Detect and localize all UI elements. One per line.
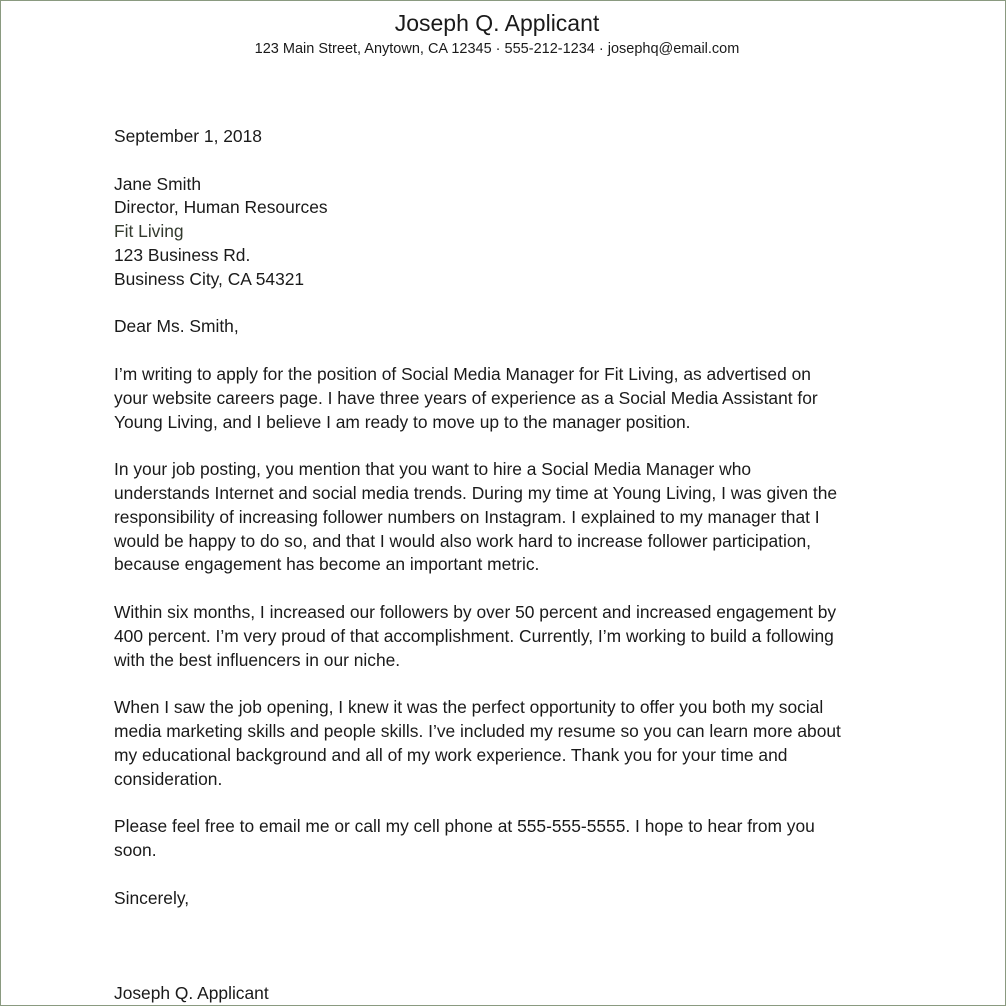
paragraph-5 — [114, 815, 884, 863]
letter-date: September 1, 2018 — [114, 126, 262, 146]
paragraph-line: with the best influencers in our niche. — [114, 649, 401, 670]
paragraph-line: media marketing skills and people skills. I’ve included my resume so you can learn more about — [114, 720, 841, 741]
paragraph-line: I’m writing to apply for the position of Social Media Manager for Fit Living, as advertised on — [114, 363, 811, 384]
recipient-title: Director, Human Resources — [114, 197, 328, 218]
paragraph-line: responsibility of increasing follower numbers on Instagram. I explained to my manager that I — [114, 506, 820, 527]
salutation: Dear Ms. Smith, — [114, 316, 239, 337]
recipient-street: 123 Business Rd. — [114, 244, 251, 265]
paragraph-line: consideration. — [114, 768, 223, 789]
paragraph-line: your website careers page. I have three years of experience as a Social Media Assistant for — [114, 387, 818, 408]
recipient-name: Jane Smith — [114, 173, 201, 194]
paragraph-line: In your job posting, you mention that you want to hire a Social Media Manager who — [114, 459, 752, 480]
signature-name: Joseph Q. Applicant — [114, 982, 269, 1003]
letter-body — [114, 125, 884, 1005]
paragraph-3 — [114, 601, 884, 672]
paragraph-line: Young Living, and I believe I am ready to move up to the manager position. — [114, 411, 691, 432]
paragraph-4 — [114, 696, 884, 791]
paragraph-line: When I saw the job opening, I knew it was the perfect opportunity to offer you both my social — [114, 697, 824, 718]
paragraph-line: 400 percent. I’m very proud of that accomplishment. Currently, I’m working to build a following — [114, 625, 834, 646]
recipient-city: Business City, CA 54321 — [114, 268, 305, 289]
sender-name: Joseph Q. Applicant — [394, 10, 600, 36]
paragraph-line: soon. — [114, 839, 157, 860]
recipient-address-block — [114, 173, 884, 292]
paragraph-line: would be happy to do so, and that I would also work hard to increase follower participation, — [114, 530, 812, 551]
paragraph-line: because engagement has become an important metric. — [114, 554, 540, 575]
paragraph-line: understands Internet and social media trends. During my time at Young Living, I was given the — [114, 482, 838, 503]
paragraph-1 — [114, 363, 884, 434]
paragraph-2 — [114, 458, 884, 577]
paragraph-line: Please feel free to email me or call my cell phone at 555-555-5555. I hope to hear from you — [114, 816, 815, 837]
paragraph-line: my educational background and all of my work experience. Thank you for your time and — [114, 744, 788, 765]
recipient-company: Fit Living — [114, 221, 184, 242]
closing: Sincerely, — [114, 887, 190, 908]
sender-contact-line: 123 Main Street, Anytown, CA 12345 · 555-212-1234 · josephq@email.com — [254, 41, 740, 57]
paragraph-line: Within six months, I increased our followers by over 50 percent and increased engagement by — [114, 601, 837, 622]
